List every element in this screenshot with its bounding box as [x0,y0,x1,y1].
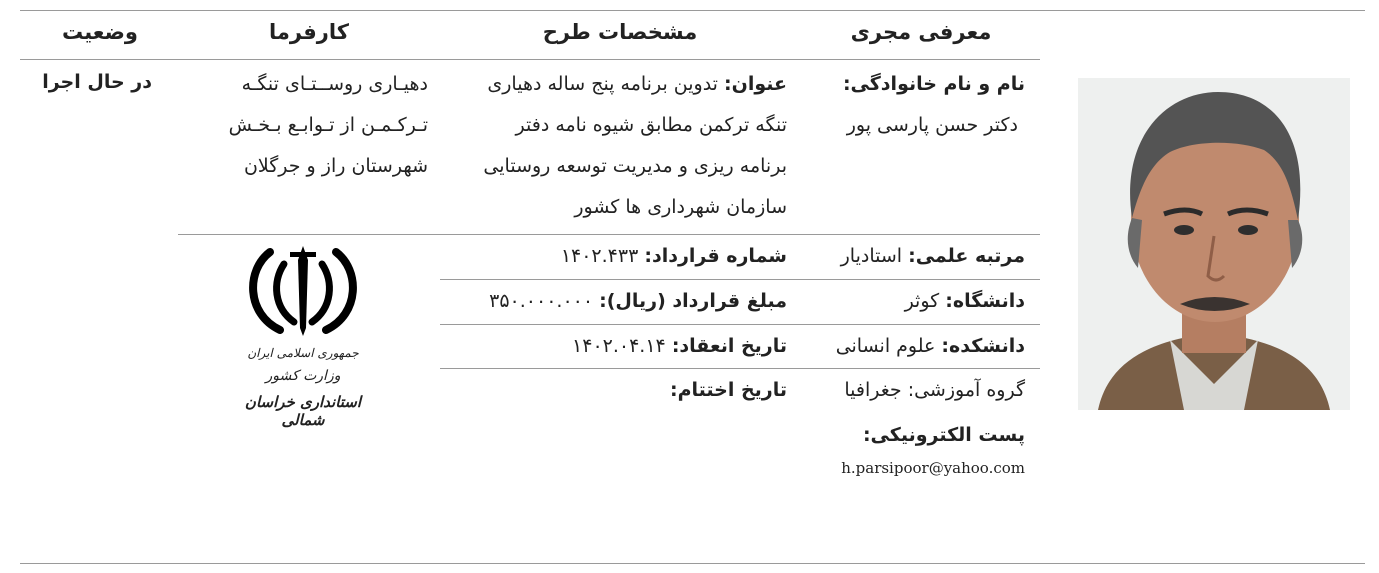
executor-photo [1078,78,1350,410]
header-executor: معرفی مجری [850,20,992,44]
employer-text [182,64,428,187]
employer-line-1: دهیـاری روســتـای تنگـه [241,73,428,95]
contract-amount-value: ۳۵۰.۰۰۰.۰۰۰ [489,290,594,312]
university-value: کوثر [904,290,940,312]
contract-start-label: تاریخ انعقاد: [671,335,787,357]
header-plan: مشخصات طرح [542,20,698,44]
faculty-label: دانشکده: [941,335,1025,357]
executor-name-label: نام و نام خانوادگی: [842,73,1025,95]
plan-title-line-3: برنامه ریزی و مدیریت توسعه روستایی [483,155,787,177]
employer-logo [228,242,378,442]
executor-faculty [805,328,1025,364]
contract-amount [445,283,787,319]
plan-title-line-1: عنوان: تدوین برنامه پنج ساله دهیاری [487,73,787,95]
logo-line-2: وزارت کشور [265,368,341,384]
email-label: پست الکترونیکی: [862,424,1025,446]
contract-number-label: شماره قرارداد: [644,245,787,267]
employer-line-2: تـرکـمـن از تـوابـع بـخـش [228,114,428,136]
rank-value: استادیار [840,245,903,267]
row-rule-3 [440,324,1040,325]
contract-start-value: ۱۴۰۲.۰۴.۱۴ [572,335,666,357]
plan-title-line-2: تنگه ترکمن مطابق شیوه نامه دفتر [515,114,787,136]
university-label: دانشگاه: [945,290,1025,312]
contract-end-label: تاریخ اختتام: [669,379,787,401]
top-rule [20,10,1365,11]
executor-university [805,283,1025,319]
plan-title-label: عنوان: [724,73,787,95]
contract-number-value: ۱۴۰۲.۴۳۳ [560,245,639,267]
iran-emblem-icon [228,242,378,338]
logo-line-3: استانداری خراسان شمالی [244,393,362,429]
header-status: وضعیت [61,20,138,44]
dept-label: گروه آموزشی: [907,379,1025,401]
plan-title [445,64,787,228]
row-rule-1 [178,234,1040,235]
person-portrait-icon [1078,78,1350,410]
logo-line-1: جمهوری اسلامی ایران [247,346,359,360]
header-employer: کارفرما [269,20,349,44]
employer-line-3: شهرستان راز و جرگلان [243,155,428,177]
executor-name-value: دکتر حسن پارسی پور [846,114,1018,136]
executor-rank [805,238,1025,274]
executor-dept [805,372,1025,408]
rank-label: مرتبه علمی: [908,245,1025,267]
email-value[interactable]: h.parsipoor@yahoo.com [841,459,1025,477]
contract-start [445,328,787,364]
row-rule-4 [440,368,1040,369]
contract-number [445,238,787,274]
plan-title-line-4: سازمان شهرداری ها کشور [574,196,787,218]
contract-amount-label: مبلغ قرارداد (ریال): [599,290,787,312]
faculty-value: علوم انسانی [835,335,936,357]
contract-end [445,372,787,408]
header-rule [20,59,1040,60]
bottom-rule [20,563,1365,564]
status-value: در حال اجرا [42,71,152,93]
dept-value: جغرافیا [844,379,902,401]
row-rule-2 [440,279,1040,280]
